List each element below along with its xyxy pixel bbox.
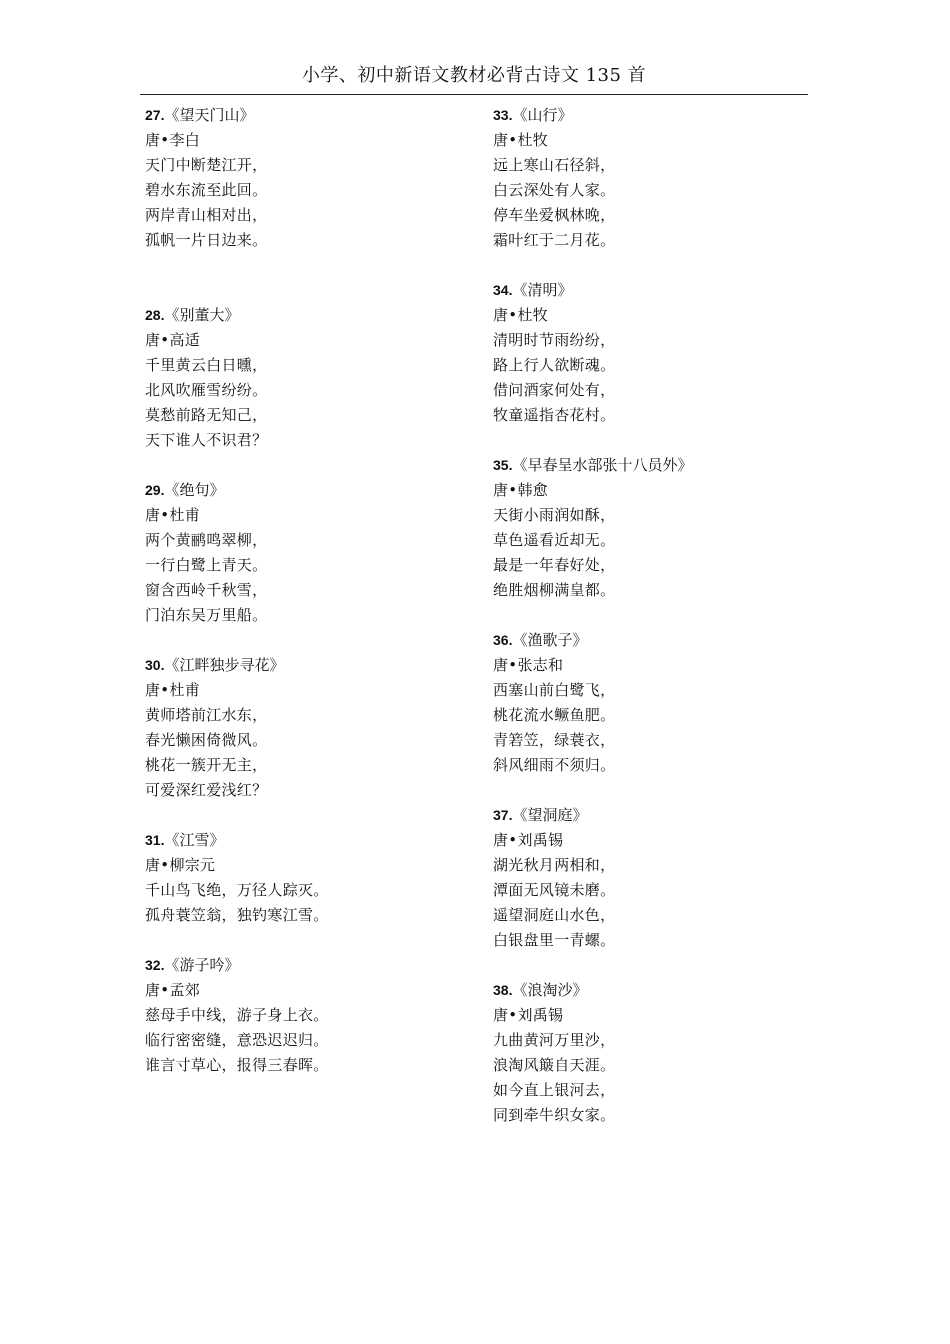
poem-line: 白银盘里一青螺。 (493, 931, 616, 949)
poem-line: 路上行人欲断魂。 (493, 356, 616, 374)
poem-title (493, 278, 823, 303)
poem-title (493, 103, 823, 128)
poem-line: 借问酒家何处有， (493, 381, 616, 399)
poem-title-text: 《望天门山》 (164, 106, 255, 124)
poem-line: 斜风细雨不须归。 (493, 756, 616, 774)
poem-line: 千里黄云白日曛， (145, 356, 268, 374)
poem-line: 停车坐爱枫林晚， (493, 206, 616, 224)
poem-line: 天街小雨润如酥， (493, 506, 616, 524)
poem-author: 唐•刘禹锡 (493, 1006, 564, 1024)
poem-number: 36. (493, 632, 513, 648)
poem-line: 草色遥看近却无。 (493, 531, 616, 549)
poem-line: 临行密密缝，意恐迟迟归。 (145, 1031, 329, 1049)
poem-line: 窗含西岭千秋雪， (145, 581, 268, 599)
poem-number: 30. (145, 657, 165, 673)
poem-line: 绝胜烟柳满皇都。 (493, 581, 616, 599)
poem-line: 湖光秋月两相和， (493, 856, 616, 874)
poem-line: 清明时节雨纷纷， (493, 331, 616, 349)
poem-line: 可爱深红爱浅红？ (145, 781, 268, 799)
poem-block (145, 653, 475, 803)
poem-title-text: 《江畔独步寻花》 (164, 656, 285, 674)
poem-line: 春光懒困倚微风。 (145, 731, 268, 749)
poem-line: 浪淘风簸自天涯。 (493, 1056, 616, 1074)
poem-line: 牧童遥指杏花村。 (493, 406, 616, 424)
poem-line: 北风吹雁雪纷纷。 (145, 381, 268, 399)
poem-block (493, 628, 823, 778)
poem-line: 潭面无风镜未磨。 (493, 881, 616, 899)
poem-line: 天门中断楚江开， (145, 156, 268, 174)
poem-title-text: 《渔歌子》 (512, 631, 588, 649)
poem-number: 38. (493, 982, 513, 998)
poem-title (493, 803, 823, 828)
poem-line: 西塞山前白鹭飞， (493, 681, 616, 699)
poem-title (145, 953, 475, 978)
poem-block (145, 103, 475, 253)
poem-title (145, 828, 475, 853)
poem-line: 慈母手中线，游子身上衣。 (145, 1006, 329, 1024)
poem-line: 如今直上银河去， (493, 1081, 616, 1099)
poem-line: 霜叶红于二月花。 (493, 231, 616, 249)
poem-block (493, 278, 823, 428)
poem-line: 同到牵牛织女家。 (493, 1106, 616, 1124)
poem-line: 两个黄鹂鸣翠柳， (145, 531, 268, 549)
poem-number: 32. (145, 957, 165, 973)
poem-line: 两岸青山相对出， (145, 206, 268, 224)
poem-number: 29. (145, 482, 165, 498)
poem-line: 谁言寸草心，报得三春晖。 (145, 1056, 329, 1074)
poem-line: 桃花一簇开无主， (145, 756, 268, 774)
poem-number: 27. (145, 107, 165, 123)
poem-title-text: 《江雪》 (164, 831, 225, 849)
poem-number: 37. (493, 807, 513, 823)
poem-number: 33. (493, 107, 513, 123)
poem-title (145, 653, 475, 678)
poem-author: 唐•李白 (145, 131, 201, 149)
poem-line: 孤帆一片日边来。 (145, 231, 268, 249)
poem-line: 碧水东流至此回。 (145, 181, 268, 199)
poem-line: 桃花流水鳜鱼肥。 (493, 706, 616, 724)
poem-title-text: 《别董大》 (164, 306, 240, 324)
poem-title-text: 《游子吟》 (164, 956, 240, 974)
poem-author: 唐•杜牧 (493, 306, 549, 324)
header-divider (140, 94, 808, 95)
poem-author: 唐•张志和 (493, 656, 564, 674)
page-header-title: 小学、初中新语文教材必背古诗文 135 首 (301, 65, 647, 86)
poem-line: 九曲黄河万里沙， (493, 1031, 616, 1049)
poem-title-text: 《浪淘沙》 (512, 981, 588, 999)
poem-title-text: 《望洞庭》 (512, 806, 588, 824)
poem-line: 孤舟蓑笠翁，独钓寒江雪。 (145, 906, 329, 924)
poem-title (493, 978, 823, 1003)
poem-block (145, 828, 475, 928)
poem-block (145, 953, 475, 1078)
poem-number: 34. (493, 282, 513, 298)
poem-line: 莫愁前路无知己， (145, 406, 268, 424)
poem-block (145, 478, 475, 628)
poem-author: 唐•杜牧 (493, 131, 549, 149)
poem-line: 千山鸟飞绝，万径人踪灭。 (145, 881, 329, 899)
poem-block (145, 303, 475, 453)
left-column (145, 103, 475, 1078)
poem-block (493, 453, 823, 603)
poem-line: 天下谁人不识君？ (145, 431, 268, 449)
poem-title (145, 478, 475, 503)
poem-line: 青箬笠，绿蓑衣， (493, 731, 616, 749)
poem-author: 唐•刘禹锡 (493, 831, 564, 849)
poem-title (493, 628, 823, 653)
poem-block (493, 803, 823, 953)
poem-number: 35. (493, 457, 513, 473)
right-column (493, 103, 823, 1128)
poem-title-text: 《清明》 (512, 281, 573, 299)
poem-line: 一行白鹭上青天。 (145, 556, 268, 574)
poem-title-text: 《早春呈水部张十八员外》 (512, 456, 693, 474)
poem-block (493, 103, 823, 253)
poem-author: 唐•柳宗元 (145, 856, 216, 874)
poem-line: 遥望洞庭山水色， (493, 906, 616, 924)
poem-title-text: 《山行》 (512, 106, 573, 124)
poem-title (145, 103, 475, 128)
poem-title (145, 303, 475, 328)
poem-author: 唐•孟郊 (145, 981, 201, 999)
poem-line: 黄师塔前江水东， (145, 706, 268, 724)
poem-line: 白云深处有人家。 (493, 181, 616, 199)
poem-author: 唐•杜甫 (145, 506, 201, 524)
poem-line: 最是一年春好处， (493, 556, 616, 574)
poem-title (493, 453, 823, 478)
poem-block (493, 978, 823, 1128)
poem-number: 28. (145, 307, 165, 323)
poem-title-text: 《绝句》 (164, 481, 225, 499)
poem-author: 唐•韩愈 (493, 481, 549, 499)
poem-line: 门泊东吴万里船。 (145, 606, 268, 624)
poem-author: 唐•高适 (145, 331, 201, 349)
poem-number: 31. (145, 832, 165, 848)
poem-author: 唐•杜甫 (145, 681, 201, 699)
poem-line: 远上寒山石径斜， (493, 156, 616, 174)
